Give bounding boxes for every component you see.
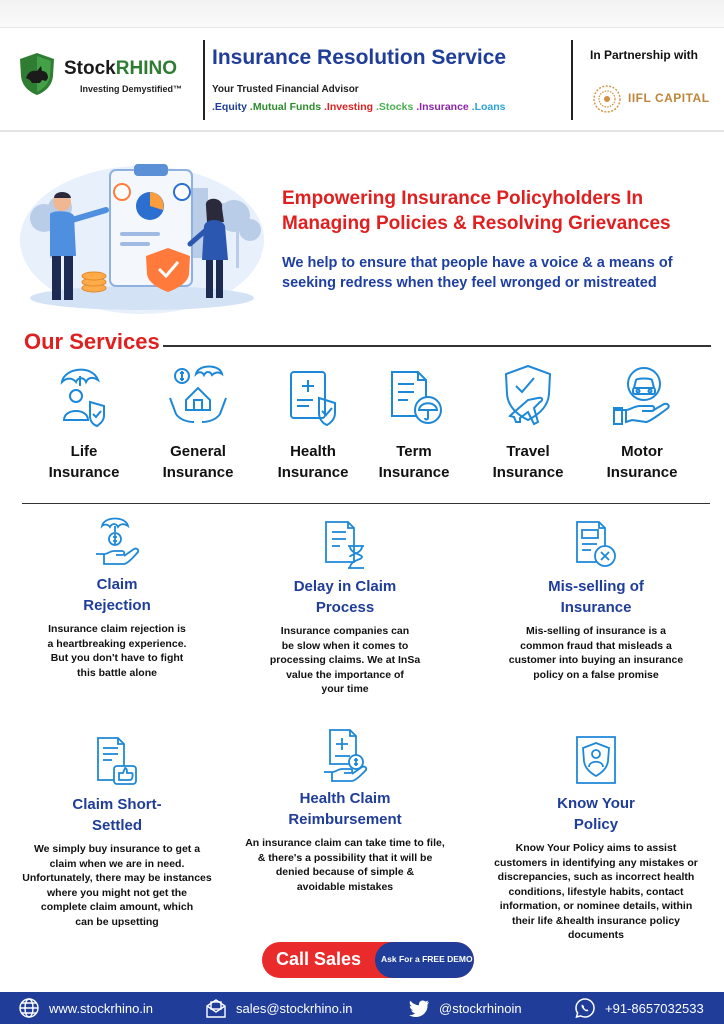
free-demo-button[interactable] bbox=[375, 942, 474, 978]
category-item: .Mutual Funds bbox=[247, 101, 322, 113]
header-divider bbox=[571, 40, 573, 120]
call-sales-button[interactable] bbox=[262, 942, 474, 978]
header-center bbox=[212, 46, 567, 113]
category-list bbox=[212, 101, 567, 113]
whatsapp-icon bbox=[574, 997, 596, 1019]
category-item: .Investing bbox=[321, 101, 374, 113]
issue-title: Delay in Claim Process bbox=[293, 578, 397, 616]
hero-title: Empowering Insurance Policyholders In Managing Policies & Resolving Grievances bbox=[282, 188, 671, 234]
issue-claim-rejection[interactable] bbox=[7, 514, 227, 680]
header-divider bbox=[203, 40, 205, 120]
partner-label: In Partnership with bbox=[590, 48, 699, 62]
free-demo-label: Ask For a FREE DEMO bbox=[381, 954, 473, 964]
section-divider bbox=[22, 503, 710, 504]
service-life-insurance[interactable] bbox=[24, 362, 144, 483]
service-label: Motor Insurance bbox=[606, 443, 678, 481]
medical-shield-icon bbox=[283, 362, 343, 428]
service-general-insurance[interactable] bbox=[138, 362, 258, 483]
plane-shield-icon bbox=[498, 362, 558, 428]
footer-email-link[interactable]: sales@stockrhino.in bbox=[205, 992, 353, 1024]
issue-health-claim-reimbursement[interactable] bbox=[235, 728, 455, 894]
twitter-icon bbox=[408, 997, 430, 1019]
document-thumbs-up-icon bbox=[94, 734, 140, 788]
rhino-shield-icon bbox=[18, 52, 56, 96]
hero-illustration bbox=[14, 148, 270, 318]
page-title: Insurance Resolution Service bbox=[212, 46, 507, 69]
umbrella-coin-hand-icon bbox=[94, 514, 140, 568]
iifl-emblem-icon bbox=[592, 84, 622, 114]
shield-person-icon bbox=[573, 733, 619, 787]
footer-twitter-link[interactable]: @stockrhinoin bbox=[408, 992, 522, 1024]
document-cross-icon bbox=[573, 516, 619, 570]
service-label: Health Insurance bbox=[277, 443, 349, 481]
service-term-insurance[interactable] bbox=[354, 362, 474, 483]
issue-description: Insurance companies can be slow when it comes to processing claims. We at InSa value the importance of your time bbox=[269, 625, 421, 695]
document-umbrella-icon bbox=[384, 362, 444, 428]
footer-website-link[interactable]: www.stockrhino.in bbox=[18, 992, 153, 1024]
page-header bbox=[0, 28, 724, 132]
brand-name: StockRHINO bbox=[64, 58, 177, 79]
issue-description: Know Your Policy aims to assist customers in identifying any mistakes or discrepancies, such as incorrect health conditions, lifestyle habits, contact information, or nominee details, within their life &health insurance policy documents bbox=[494, 842, 698, 941]
call-sales-label: Call Sales bbox=[276, 949, 362, 969]
issue-claim-short-settled[interactable] bbox=[7, 734, 227, 929]
category-item: .Insurance bbox=[413, 101, 469, 113]
issue-title: Mis-selling of Insurance bbox=[548, 578, 644, 616]
issue-know-your-policy[interactable] bbox=[486, 733, 706, 943]
stockrhino-logo[interactable] bbox=[18, 50, 198, 110]
umbrella-person-icon bbox=[54, 362, 114, 428]
issue-title: Claim Short- Settled bbox=[72, 796, 162, 834]
issue-description: We simply buy insurance to get a claim when we are in need. Unfortunately, there may be instances where you might not get the complete claim amount, which can be upsetting bbox=[22, 843, 212, 928]
service-motor-insurance[interactable] bbox=[582, 362, 702, 483]
footer-phone-link[interactable]: +91-8657032533 bbox=[574, 992, 704, 1024]
service-label: Term Insurance bbox=[378, 443, 450, 481]
header-subtitle: Your Trusted Financial Advisor bbox=[212, 84, 359, 95]
services-rule bbox=[163, 345, 711, 347]
brand-tagline: Investing Demystified™ bbox=[80, 84, 183, 94]
partner-name: IIFL CAPITAL bbox=[628, 91, 710, 105]
issue-title: Know Your Policy bbox=[557, 795, 635, 833]
hand-car-icon bbox=[612, 362, 672, 428]
category-item: .Loans bbox=[468, 101, 506, 113]
issue-delay-in-claim[interactable] bbox=[235, 516, 455, 697]
hands-house-icon bbox=[168, 362, 228, 428]
issue-title: Claim Rejection bbox=[83, 576, 151, 614]
issue-description: An insurance claim can take time to file, & there's a possibility that it will be denied because of simple & avoidable mistakes bbox=[245, 837, 445, 893]
issue-description: Mis-selling of insurance is a common fraud that misleads a customer into buying an insurance policy on a false promise bbox=[508, 625, 684, 681]
email-icon bbox=[205, 997, 227, 1019]
medical-bill-hand-icon bbox=[322, 728, 368, 782]
service-label: Life Insurance bbox=[48, 443, 120, 481]
issue-mis-selling[interactable] bbox=[486, 516, 706, 682]
globe-icon bbox=[18, 997, 40, 1019]
services-heading: Our Services bbox=[24, 329, 160, 354]
issue-title: Health Claim Reimbursement bbox=[288, 790, 402, 828]
category-item: .Equity bbox=[212, 101, 248, 113]
top-strip bbox=[0, 0, 724, 28]
footer bbox=[0, 992, 724, 1024]
service-travel-insurance[interactable] bbox=[468, 362, 588, 483]
partner-block bbox=[590, 48, 724, 105]
service-label: General Insurance bbox=[162, 443, 234, 481]
service-label: Travel Insurance bbox=[492, 443, 564, 481]
category-item: .Stocks bbox=[373, 101, 414, 113]
document-hourglass-icon bbox=[322, 516, 368, 570]
hero-subtitle: We help to ensure that people have a voice & a means of seeking redress when they feel wronged or mistreated bbox=[282, 255, 673, 291]
iifl-logo[interactable] bbox=[590, 82, 720, 116]
issue-description: Insurance claim rejection is a heartbreaking experience. But you don't have to fight this battle alone bbox=[47, 623, 187, 679]
